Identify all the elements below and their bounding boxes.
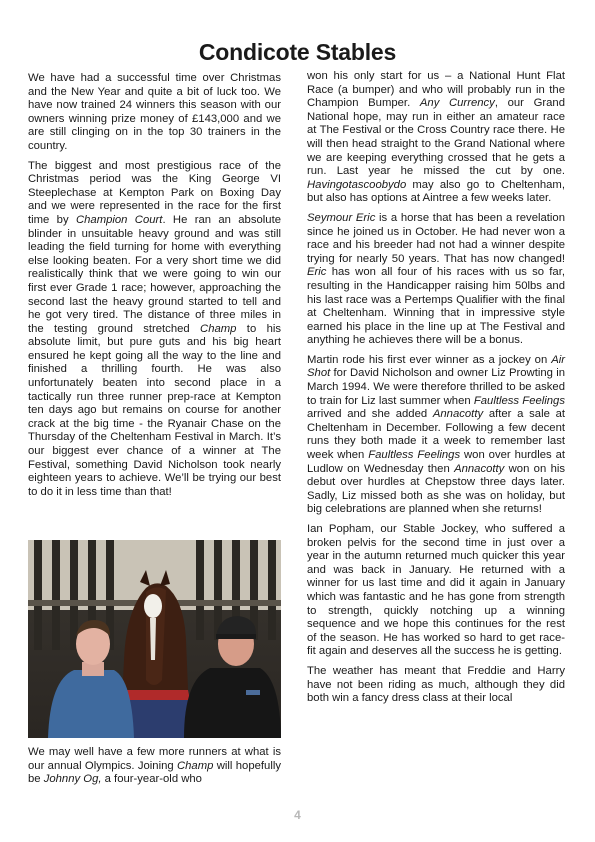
left-column [28, 72, 281, 505]
horse-name: Annacotty [454, 462, 505, 475]
stable-photo [28, 540, 281, 738]
horse-name: Champ [200, 322, 237, 335]
horse-name: Seymour Eric [307, 211, 376, 224]
paragraph: The biggest and most prestigious race of the Christmas period was the King George VI Steeplechase at Kempton Park on Boxing Day and we were represented in the race for the first time by Champion Court. He ran an absolute blinder in unsuitable heavy ground and was still leading the field turning for home with everything else looking beaten. For a very short time we did realistically think that we were going to win our first ever Grade 1 race; however, approaching the second last the heavy ground started to tell and he got very tired. The distance of three miles in the testing ground stretched Champ to his absolute limit, but pure guts and his big heart ensured he kept going all the way to the line and finished a thrilling fourth. He was also unfortunately beaten into second place in a tactically run three runner prep-race at Kempton ten days ago but remains on course for another crack at the big time - the Ryanair Chase on the Thursday of the Cheltenham Festival in March. It’s our biggest ever chance of a winner at The Festival, something David Nicholson took nearly eighteen years to achieve. We’ll be trying our best to do it in less time than that! [28, 159, 282, 498]
paragraph: Seymour Eric is a horse that has been a revelation since he joined us in October. He had never won a race and his breeder had not had a winner despite trying for nearly 50 years. That has now changed! Eric has won all four of his races with us so far, resulting in the Handicapper raising him 50lbs and his last race was a Pertemps Qualifier with the final at Cheltenham. Winning that in impressive style earned his place in the line up at The Festival and anything he achieves there will be a bonus. [307, 211, 565, 347]
horse-name: Champion Court [75, 213, 163, 226]
horse-name: Faultless Feelings [473, 394, 565, 407]
horse-name: Faultless Feelings [368, 449, 461, 462]
paragraph: We have had a successful time over Christmas and the New Year and quite a bit of luck too. We have now trained 24 winners this season with our owners winning prize money of £143,000 and we are still clinging on in the top 30 trainers in the country. [28, 72, 281, 152]
paragraph: The weather has meant that Freddie and Harry have not been riding as much, although they did both win a fancy dress class at their local [307, 664, 565, 705]
horse-name: Any Currency [419, 97, 495, 110]
horse-name: Air Shot [307, 353, 565, 380]
paragraph: Martin rode his first ever winner as a jockey on Air Shot for David Nicholson and owner Liz Prowting in March 1994. We were therefore thrilled to be asked to train for Liz last summer when Faultless Feelings arrived and she added Annacotty after a sale at Cheltenham in December. Following a few decent runs they both made it a week to remember last week when Faultless Feelings won over hurdles at Ludlow on Wednesday then Annacotty won on his debut over hurdles at Chepstow three days later. Sadly, Liz missed both as she was on holiday, but big celebrations are planned when she returns! [307, 353, 566, 516]
right-column [307, 70, 565, 712]
horse-name: Eric [307, 266, 327, 279]
horse-name: Champ [176, 759, 214, 772]
page-number: 4 [294, 808, 301, 822]
horse-name: Johnny Og, [43, 773, 102, 786]
horse-name: Annacotty [432, 408, 484, 421]
paragraph: won his only start for us – a National Hunt Flat Race (a bumper) and who will probably run in the Champion Bumper. Any Currency, our Grand National hope, may run in either an amateur race at The Festival or the Cross Country race there. He will then head straight to the Grand National where we are keeping everything crossed that he gets a run. Last year he missed the cut by one. Havingotascoobydo may also go to Cheltenham, but also has options at Aintree a few weeks later. [307, 70, 565, 205]
paragraph: We may well have a few more runners at what is our annual Olympics. Joining Champ will hopefully be Johnny Og, a four-year-old who [28, 746, 281, 786]
paragraph: Ian Popham, our Stable Jockey, who suffered a broken pelvis for the second time in just over a year in the autumn returned much quicker this year and was back in January. He returned with a winner for us last time and did it again in January which was fantastic and he has gone from strength to strength, quickly notching up a winning sequence and we hope this continues for the rest of the season. He has worked so hard to get race-fit again and deserves all the success he is getting. [307, 523, 565, 658]
horse-name: Havingotascoobydo [307, 178, 407, 191]
page-title: Condicote Stables [198, 39, 397, 65]
